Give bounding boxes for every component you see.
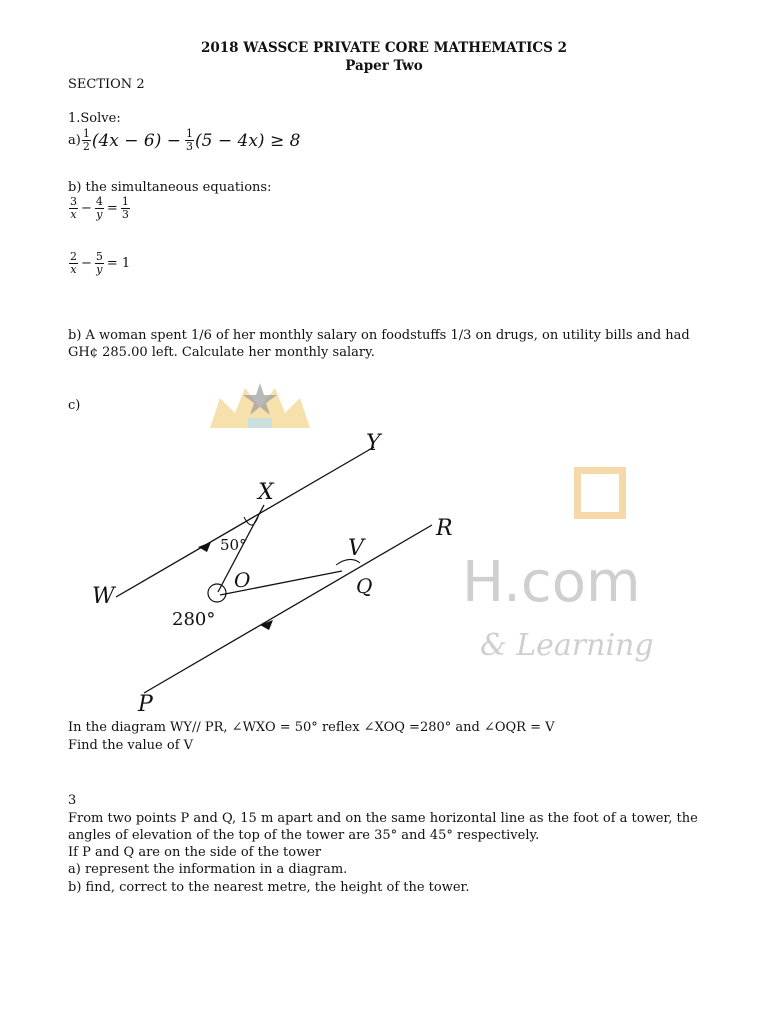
q2-text: b) A woman spent 1/6 of her monthly salary on foodstuffs 1/3 on drugs, on utility bills and had GH¢ 285.00 left. Calculate her monthly salary. bbox=[68, 328, 690, 360]
watermark-text: H.com bbox=[462, 550, 641, 615]
fraction bbox=[82, 128, 91, 153]
denominator: 3 bbox=[121, 208, 129, 221]
fraction bbox=[95, 251, 104, 276]
label-v: V bbox=[348, 536, 364, 561]
operator: = 1 bbox=[106, 256, 131, 271]
label-r: R bbox=[436, 516, 453, 541]
q1-label: 1.Solve: bbox=[68, 111, 121, 126]
label-p: P bbox=[138, 692, 153, 715]
numerator: 2 bbox=[70, 250, 77, 263]
label-w: W bbox=[92, 584, 115, 609]
denominator: x bbox=[70, 208, 77, 221]
label-x: X bbox=[258, 480, 274, 505]
numerator: 4 bbox=[95, 195, 103, 208]
q1a-expression bbox=[68, 128, 300, 153]
numerator: 5 bbox=[95, 250, 103, 263]
q3-description: In the diagram WY// PR, ∠WXO = 50° reflex ∠XOQ =280° and ∠OQR = V bbox=[68, 720, 555, 735]
q3-question: Find the value of V bbox=[68, 738, 194, 753]
q4-paragraph: From two points P and Q, 15 m apart and on the same horizontal line as the foot of a tower, the angles of elevation of the top of the tower are 35° and 45° respectively. bbox=[68, 811, 698, 843]
numerator: 3 bbox=[70, 195, 77, 208]
fraction bbox=[69, 196, 78, 221]
section-heading: SECTION 2 bbox=[68, 77, 145, 92]
equation-1 bbox=[68, 196, 131, 221]
q4-part-b: b) find, correct to the nearest metre, the height of the tower. bbox=[68, 880, 470, 895]
numerator: 1 bbox=[82, 127, 90, 140]
operator: = bbox=[106, 201, 118, 216]
page-subtitle: Paper Two bbox=[345, 58, 423, 74]
fraction bbox=[185, 128, 194, 153]
fraction bbox=[95, 196, 104, 221]
denominator: 3 bbox=[186, 140, 194, 153]
numerator: 1 bbox=[186, 127, 194, 140]
operator: − bbox=[81, 201, 92, 216]
operator: − bbox=[81, 256, 92, 271]
q4-line: If P and Q are on the side of the tower bbox=[68, 845, 322, 860]
equation-2 bbox=[68, 251, 130, 276]
numerator: 1 bbox=[121, 195, 129, 208]
watermark-tagline: & Learning bbox=[480, 628, 654, 663]
denominator: 2 bbox=[82, 140, 90, 153]
denominator: y bbox=[96, 208, 103, 221]
q1a-prefix: a) bbox=[68, 133, 81, 148]
denominator: x bbox=[70, 263, 77, 276]
denominator: y bbox=[96, 263, 103, 276]
q1b-label: b) the simultaneous equations: bbox=[68, 180, 272, 195]
angle-label-50: 50° bbox=[220, 536, 247, 554]
label-y: Y bbox=[366, 431, 381, 456]
label-o: O bbox=[234, 568, 251, 592]
q3-label: c) bbox=[68, 398, 81, 413]
page-title: 2018 WASSCE PRIVATE CORE MATHEMATICS 2 bbox=[201, 40, 567, 56]
q4-part-a: a) represent the information in a diagram. bbox=[68, 862, 348, 877]
expr-part: (4x − 6) − bbox=[91, 130, 182, 151]
reflex-angle-arc bbox=[208, 584, 226, 602]
fraction bbox=[121, 196, 130, 221]
expr-part: (5 − 4x) ≥ 8 bbox=[195, 130, 301, 151]
q4-number: 3 bbox=[68, 793, 77, 808]
geometry-diagram bbox=[80, 425, 500, 715]
angle-label-280: 280° bbox=[172, 609, 216, 630]
fraction bbox=[69, 251, 78, 276]
label-q: Q bbox=[356, 574, 373, 598]
parallel-arrow-icon bbox=[198, 542, 211, 552]
watermark-logo-icon bbox=[574, 467, 626, 519]
